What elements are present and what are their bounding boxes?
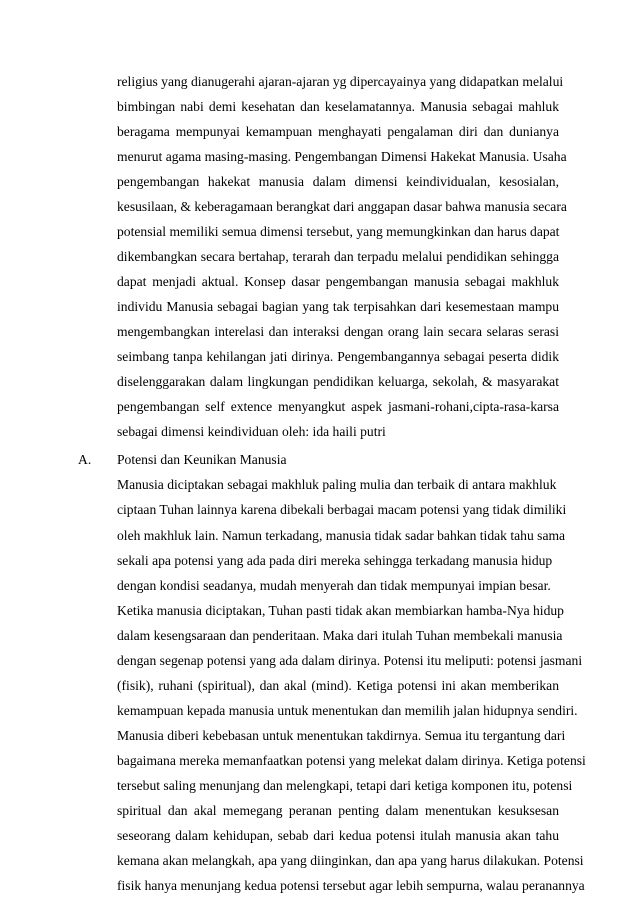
text-line: religius yang dianugerahi ajaran-ajaran yg dipercayainya yang didapatkan melalui xyxy=(117,74,564,89)
text-line: pengembangan self extence menyangkut aspek jasmani-rohani,cipta-rasa-karsa xyxy=(117,399,559,415)
text-line: ciptaan Tuhan lainnya karena dibekali berbagai macam potensi yang tidak dimiliki xyxy=(117,502,567,518)
text-line: spiritual dan akal memegang peranan penting dalam menentukan kesuksesan xyxy=(117,802,559,818)
text-line: seimbang tanpa kehilangan jati dirinya. Pengembangannya sebagai peserta didik xyxy=(117,349,559,365)
text-line: Manusia diberi kebebasan untuk menentukan takdirnya. Semua itu tergantung dari xyxy=(117,727,566,743)
text-line: pengembangan hakekat manusia dalam dimensi keindividualan, kesosialan, xyxy=(117,174,559,190)
text-line: (fisik), ruhani (spiritual), dan akal (mind). Ketiga potensi ini akan memberikan xyxy=(117,677,559,693)
text-line: kemampuan kepada manusia untuk menentukan dan memilih jalan hidupnya sendiri. xyxy=(117,702,578,718)
section-title: Potensi dan Keunikan Manusia xyxy=(117,452,287,468)
text-line: oleh makhluk lain. Namun terkadang, manusia tidak sadar bahkan tidak tahu sama xyxy=(117,527,566,543)
text-line: dikembangkan secara bertahap, terarah dan terpadu melalui pendidikan sehingga xyxy=(117,249,559,265)
text-line: sekali apa potensi yang ada pada diri mereka sehingga terkadang manusia hidup xyxy=(117,552,553,568)
text-line: diselenggarakan dalam lingkungan pendidikan keluarga, sekolah, & masyarakat xyxy=(117,374,559,390)
text-line: bimbingan nabi demi kesehatan dan keselamatannya. Manusia sebagai mahluk xyxy=(117,99,559,115)
text-line: dengan kondisi seadanya, mudah menyerah dan tidak mempunyai impian besar. xyxy=(117,577,551,593)
text-line: dapat menjadi aktual. Konsep dasar pengembangan manusia sebagai makhluk xyxy=(117,274,559,290)
text-line: beragama mempunyai kemampuan menghayati pengalaman diri dan dunianya xyxy=(117,124,559,140)
text-line: dalam kesengsaraan dan penderitaan. Maka dari itulah Tuhan membekali manusia xyxy=(117,627,563,643)
text-line: seseorang dalam kehidupan, sebab dari kedua potensi itulah manusia akan tahu xyxy=(117,827,559,843)
text-line: mengembangkan interelasi dan interaksi dengan orang lain secara selaras serasi xyxy=(117,324,559,340)
text-line: dengan segenap potensi yang ada dalam dirinya. Potensi itu meliputi: potensi jasmani xyxy=(117,652,583,668)
text-line: kesusilaan, & keberagamaan berangkat dari anggapan dasar bahwa manusia secara xyxy=(117,199,567,215)
text-line: bagaimana mereka memanfaatkan potensi yang melekat dalam dirinya. Ketiga potensi xyxy=(117,752,586,768)
text-line: Manusia diciptakan sebagai makhluk paling mulia dan terbaik di antara makhluk xyxy=(117,477,557,493)
text-line: tersebut saling menunjang dan melengkapi, tetapi dari ketiga komponen itu, potensi xyxy=(117,777,573,793)
text-line: potensial memiliki semua dimensi tersebut, yang memungkinkan dan harus dapat xyxy=(117,224,560,240)
text-line: Ketika manusia diciptakan, Tuhan pasti tidak akan membiarkan hamba-Nya hidup xyxy=(117,602,564,618)
text-line: sebagai dimensi keindividuan oleh: ida haili putri xyxy=(117,424,386,440)
text-line: individu Manusia sebagai bagian yang tak terpisahkan dari kesemestaan mampu xyxy=(117,299,559,315)
section-marker: A. xyxy=(78,452,92,468)
text-line: fisik hanya menunjang kedua potensi tersebut agar lebih sempurna, walau peranannya xyxy=(117,878,585,893)
text-line: menurut agama masing-masing. Pengembangan Dimensi Hakekat Manusia. Usaha xyxy=(117,149,567,165)
text-line: kemana akan melangkah, apa yang diinginkan, dan apa yang harus dilakukan. Potensi xyxy=(117,852,584,868)
section-heading xyxy=(78,451,287,469)
